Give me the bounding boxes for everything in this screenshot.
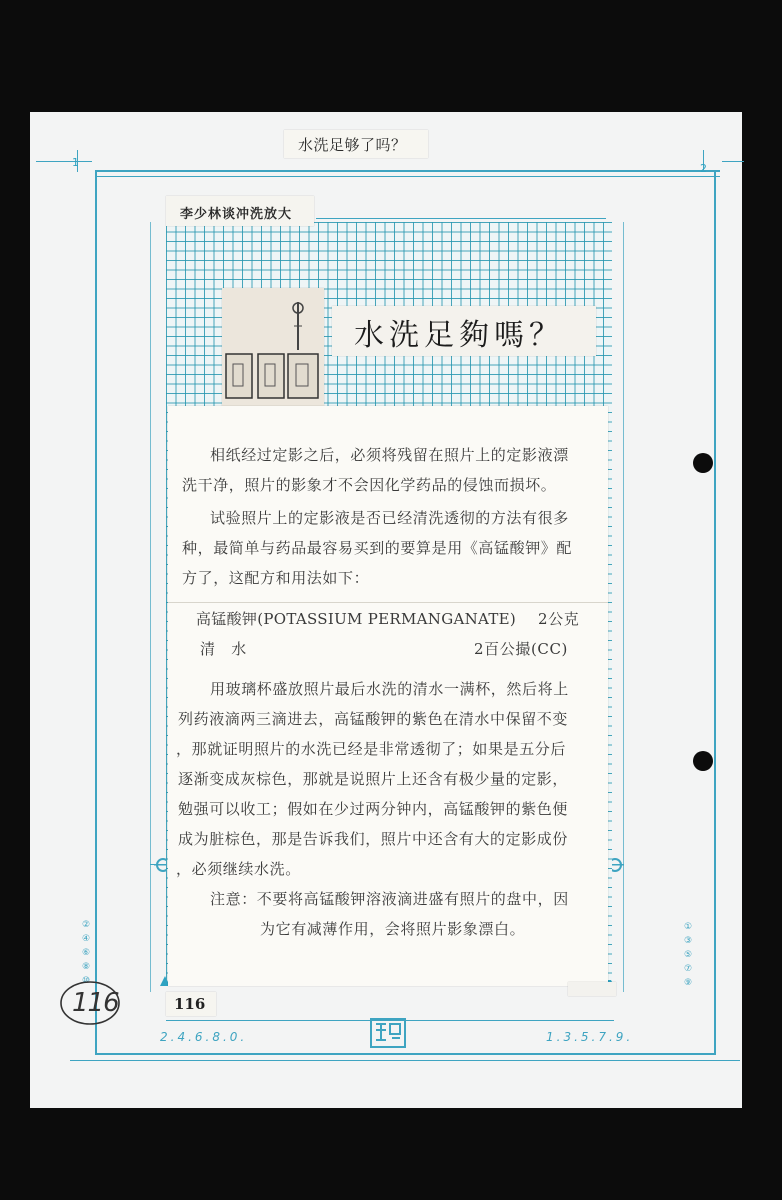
left-circled-5: ⑩ [82, 976, 91, 986]
frame-top-line-inner [95, 176, 720, 177]
bottom-frame-rule [70, 1060, 740, 1061]
para3-line4: 逐渐变成灰棕色，那就是说照片上还含有极少量的定影， [178, 770, 569, 788]
binder-hole-top [693, 453, 713, 473]
wash-tanks-illustration [222, 288, 324, 406]
handwritten-page-number [58, 978, 124, 1028]
column-rule [316, 218, 606, 219]
left-circled-1: ② [82, 920, 91, 930]
frame-right-line [714, 170, 716, 1055]
frame-top-line [95, 170, 720, 172]
title-strip [332, 306, 596, 356]
frame-inner-right [623, 222, 624, 992]
formula-line1-name: 高锰酸钾(POTASSIUM PERMANGANATE) [196, 610, 517, 628]
left-circled-2: ④ [82, 934, 91, 944]
para3-line6: 成为脏棕色，那是告诉我们，照片中还含有大的定影成份 [178, 830, 569, 848]
top-left-number: 1 [72, 156, 79, 169]
paste-seam [168, 602, 608, 603]
right-circled-2: ③ [684, 936, 693, 946]
binder-hole-bottom [693, 751, 713, 771]
top-right-number: 2 [700, 162, 707, 175]
right-circled-3: ⑤ [684, 950, 693, 960]
formula-line2-name: 清 水 [200, 640, 247, 658]
para1-line1: 相纸经过定影之后，必须将残留在照片上的定影液漂 [210, 446, 569, 464]
page-number: 116 [174, 995, 206, 1013]
seal-stamp [370, 1018, 406, 1048]
left-circled-4: ⑧ [82, 962, 91, 972]
frame-left-line [95, 170, 97, 1055]
formula-line1-qty: 2公克 [538, 610, 580, 628]
illustration-panel [222, 288, 324, 406]
handwritten-number-text: 116 [72, 988, 119, 1018]
para1-line2: 洗干净，照片的影象才不会因化学药品的侵蚀而损坏。 [182, 476, 557, 494]
para2-line1: 试验照片上的定影液是否已经清洗透彻的方法有很多 [210, 509, 569, 527]
para2-line2: 种，最简单与药品最容易买到的要算是用《高锰酸钾》配 [182, 539, 573, 557]
bottom-left-sequence: 2.4.6.8.0. [160, 1030, 248, 1044]
para3-line5: 勉强可以收工；假如在少过两分钟内，高锰酸钾的紫色便 [178, 800, 569, 818]
right-circled-5: ⑨ [684, 978, 693, 988]
header-label: 水洗足够了吗？ [298, 136, 407, 154]
para3-line7: ，必须继续水洗。 [176, 860, 301, 878]
header-label-strip [284, 130, 428, 158]
crop-mark-right [722, 161, 744, 162]
page-title: 水洗足夠嗎？ [354, 318, 564, 353]
formula-line2-qty: 2百公撮(CC) [474, 640, 569, 658]
small-label-strip [568, 982, 616, 996]
note-line2: 为它有减薄作用，会将照片影象漂白。 [260, 920, 526, 938]
column-label: 李少林谈冲洗放大 [180, 207, 293, 222]
page-number-strip [166, 992, 216, 1016]
bottom-right-sequence: 1.3.5.7.9. [546, 1030, 634, 1044]
left-circled-3: ⑥ [82, 948, 91, 958]
frame-inner-left [150, 222, 151, 992]
column-label-strip [166, 196, 314, 226]
right-circled-1: ① [684, 922, 693, 932]
para3-line3: ，那就证明照片的水洗已经是非常透彻了；如果是五分后 [176, 740, 567, 758]
note-line1: 注意：不要将高锰酸钾溶液滴进盛有照片的盘中，因 [210, 890, 569, 908]
frame-bottom-line [95, 1053, 716, 1055]
para2-line3: 方了，这配方和用法如下： [182, 569, 370, 587]
para3-line1: 用玻璃杯盛放照片最后水洗的清水一满杯，然后将上 [210, 680, 569, 698]
right-circled-4: ⑦ [684, 964, 693, 974]
para3-line2: 列药液滴两三滴进去，高锰酸钾的紫色在清水中保留不变 [178, 710, 569, 728]
crop-mark-left [36, 161, 92, 162]
